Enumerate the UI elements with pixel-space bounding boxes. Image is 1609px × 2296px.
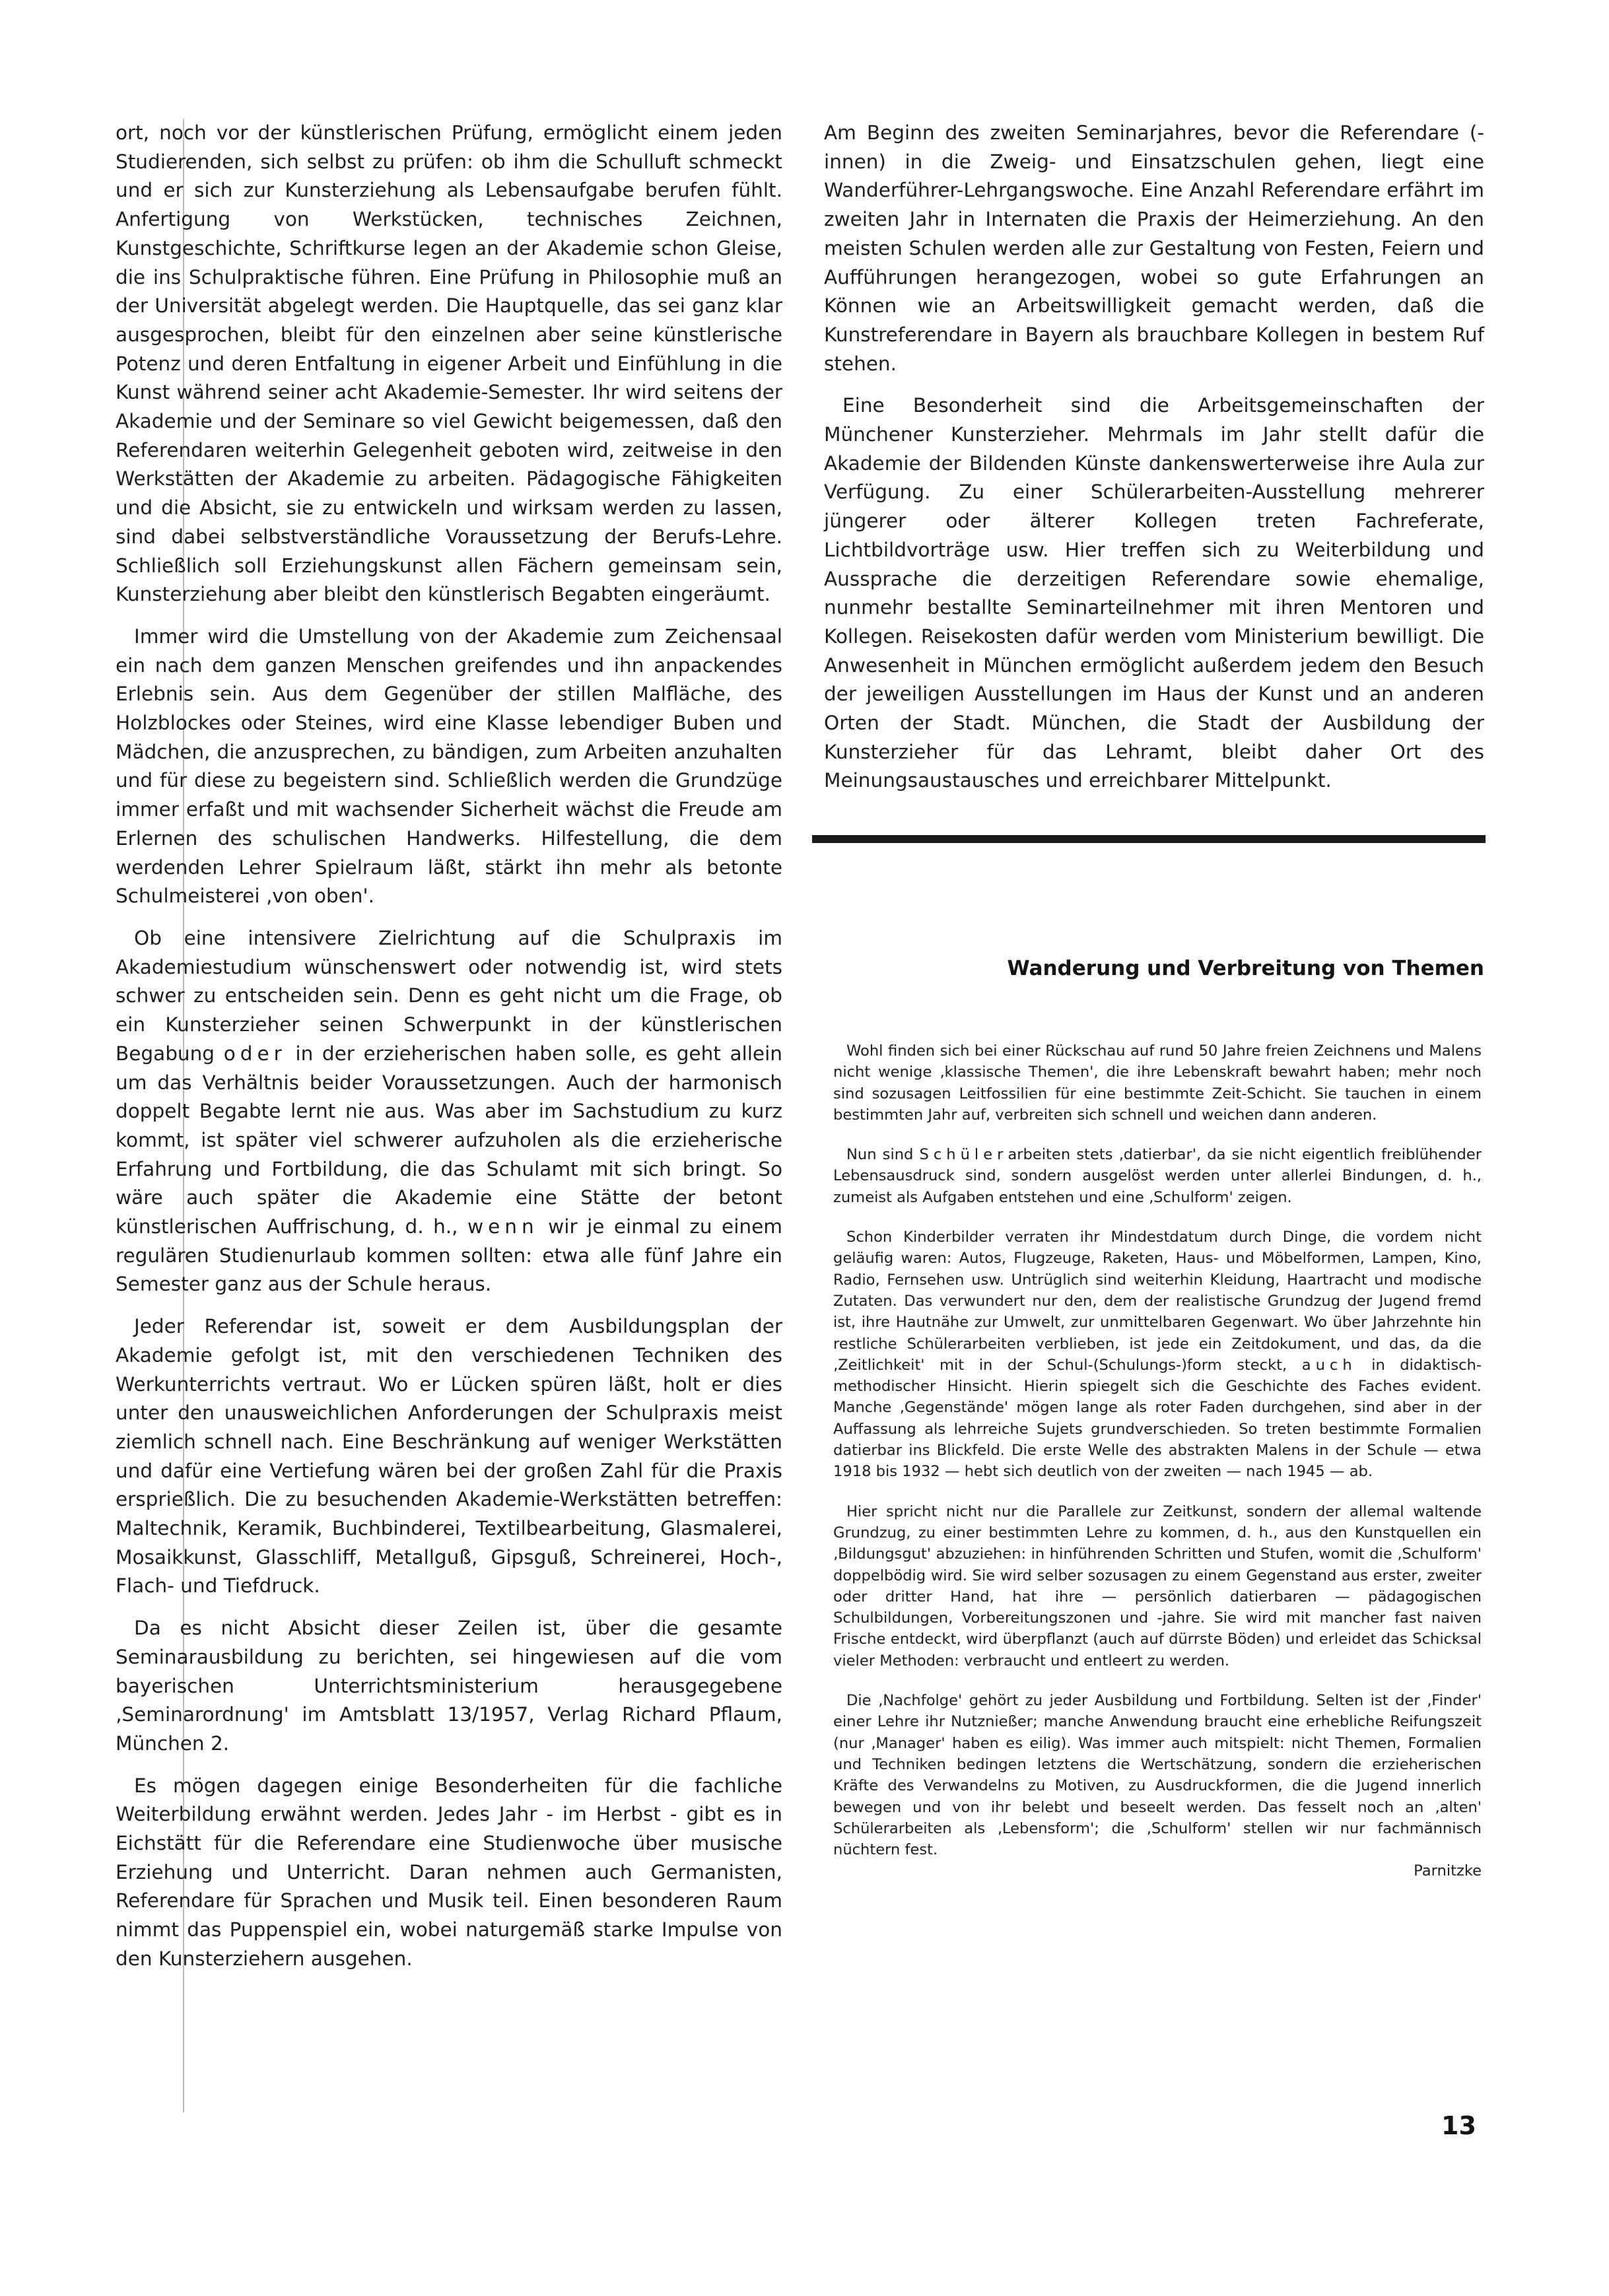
page-number: 13 bbox=[1441, 2111, 1476, 2140]
paragraph: Eine Besonderheit sind die Arbeitsgemeinschaften der Münchener Kunsterzieher. Mehrmals im Jahr stellt dafür die Akademie der Bildenden Künste dankenswerterweise ihre Aula zur Verfügung. Zu einer Schülerarbeiten-Ausstellung mehrerer jüngerer oder älterer Kollegen treten Fachreferate, Lichtbildvorträge usw. Hier treffen sich zu Weiterbildung und Aussprache die derzeitigen Referendare sowie ehemalige, nunmehr bestallte Seminarteilnehmer mit ihren Mentoren und Kollegen. Reisekosten dafür werden vom Ministerium bewilligt. Die Anwesenheit in München ermöglicht außerdem jedem den Besuch der jeweiligen Ausstellungen im Haus der Kunst und an anderen Orten der Stadt. München, die Stadt der Ausbildung der Kunsterzieher für das Lehramt, bleibt daher Ort des Meinungsaustausches und erreichbarer Mittelpunkt. bbox=[824, 394, 1484, 792]
section-divider bbox=[812, 835, 1486, 843]
author-signature: Parnitzke bbox=[1414, 1862, 1482, 1880]
paragraph: Immer wird die Umstellung von der Akademie zum Zeichensaal ein nach dem ganzen Menschen greifendes und ihn anpackendes Erlebnis sein. Aus dem Gegenüber der stillen Malfläche, des Holzblockes oder Steines, wird eine Klasse lebendiger Buben und Mädchen, die anzusprechen, zu bändigen, zum Arbeiten anzuhalten und für diese zu begeistern sind. Schließlich werden die Grundzüge immer erfaßt und mit wachsender Sicherheit wächst die Freude am Erlernen des schulischen Handwerks. Hilfestellung, die dem werdenden Lehrer Spielraum läßt, stärkt ihn mehr als betonte Schulmeisterei ‚von oben'. bbox=[116, 625, 782, 908]
paragraph: ort, noch vor der künstlerischen Prüfung, ermöglicht einem jeden Studierenden, sich selbst zu prüfen: ob ihm die Schulluft schmeckt und er sich zur Kunsterziehung als Lebensaufgabe berufen fühlt. Anfertigung von Werkstücken, technisches Zeichnen, Kunstgeschichte, Schriftkurse legen an der Akademie schon Gleise, die ins Schulpraktische führen. Eine Prüfung in Philosophie muß an der Universität abgelegt werden. Die Hauptquelle, das sei ganz klar ausgesprochen, bleibt für den einzelnen aber seine künstlerische Potenz und deren Entfaltung in eigener Arbeit und Einfühlung in die Kunst während seiner acht Akademie-Semester. Ihr wird seitens der Akademie und der Seminare so viel Gewicht beigemessen, daß den Referendaren weiterhin Gelegenheit geboten wird, zeitweise in den Werkstätten der Akademie zu arbeiten. Pädagogische Fähigkeiten und die Absicht, sie zu entwickeln und wirksam werden zu lassen, sind dabei selbstverständliche Voraussetzung der Berufs-Lehre. Schließlich soll Erziehungskunst allen Fächern gemeinsam sein, Kunsterziehung aber bleibt den künstlerisch Begabten eingeräumt. bbox=[116, 121, 782, 606]
article-paragraph: Die ‚Nachfolge' gehört zu jeder Ausbildung und Fortbildung. Selten ist der ‚Finder' einer Lehre ihr Nutznießer; manche Anwendung braucht eine erhebliche Reifungszeit (nur ‚Manager' haben es eilig). Was immer auch mitspielt: nicht Themen, Formalien und Techniken bedingen letztens die Wertschätzung, sondern die erzieherischen Kräfte des Verwandelns zu Motiven, zu Ausdruckformen, die die Jugend innerlich bewegen und von ihr belebt und beseelt werden. Das fesselt noch an ‚alten' Schülerarbeiten als ‚Lebensform'; die ‚Schulform' stellen wir nur fachmännisch nüchtern fest. bbox=[833, 1692, 1482, 1859]
paragraph: Am Beginn des zweiten Seminarjahres, bevor die Referendare (-innen) in die Zweig- und Einsatzschulen gehen, liegt eine Wanderführer-Lehrgangswoche. Eine Anzahl Referendare erfährt im zweiten Jahr in Internaten die Praxis der Heimerziehung. An den meisten Schulen werden alle zur Gestaltung von Festen, Feiern und Aufführungen herangezogen, wobei so gute Erfahrungen an Können wie an Arbeitswilligkeit gemacht werden, daß die Kunstreferendare in Bayern als brauchbare Kollegen in bestem Ruf stehen. bbox=[824, 121, 1484, 375]
right-column bbox=[824, 119, 1484, 809]
paragraph: Ob eine intensivere Zielrichtung auf die Schulpraxis im Akademiestudium wünschenswert oder notwendig ist, wird stets schwer zu entscheiden sein. Denn es geht nicht um die Frage, ob ein Kunsterzieher seinen Schwerpunkt in der künstlerischen Begabung oder in der erzieherischen haben solle, es geht allein um das Verhältnis beider Voraussetzungen. Auch der harmonisch doppelt Begabte lernt nie aus. Was aber im Sachstudium zu kurz kommt, ist später viel schwerer aufzuholen als die erzieherische Erfahrung und Fortbildung, die das Schulamt mit sich bringt. So wäre auch später die Akademie eine Stätte der betont künstlerischen Auffrischung, d. h., wenn wir je einmal zu einem regulären Studienurlaub kommen sollten: etwa alle fünf Jahre ein Semester ganz aus der Schule heraus. bbox=[116, 926, 782, 1296]
paragraph: Jeder Referendar ist, soweit er dem Ausbildungsplan der Akademie gefolgt ist, mit den verschiedenen Techniken des Werkunterrichts vertraut. Wo er Lücken spüren läßt, holt er dies unter den unausweichlichen Anforderungen der Schulpraxis meist ziemlich schnell nach. Eine Beschränkung auf weniger Werkstätten und dafür eine Vertiefung wären bei der großen Zahl für die Praxis ersprießlich. Die zu besuchenden Akademie-Werkstätten betreffen: Maltechnik, Keramik, Buchbinderei, Textilbearbeitung, Glasmalerei, Mosaikkunst, Glasschliff, Metallguß, Gipsguß, Schreinerei, Hoch-, Flach- und Tiefdruck. bbox=[116, 1315, 782, 1598]
paragraph: Da es nicht Absicht dieser Zeilen ist, über die gesamte Seminarausbildung zu berichten, sei hingewiesen auf die vom bayerischen Unterrichtsministerium herausgegebene ‚Seminarordnung' im Amtsblatt 13/1957, Verlag Richard Pflaum, München 2. bbox=[116, 1617, 782, 1755]
article-title: Wanderung und Verbreitung von Themen bbox=[1007, 957, 1484, 980]
article-paragraph: Wohl finden sich bei einer Rückschau auf rund 50 Jahre freien Zeichnens und Malens nicht wenige ‚klassische Themen', die ihre Lebenskraft bewahrt haben; mehr noch sind sozusagen Leitfossilien für eine bestimmte Zeit-Schicht. Sie tauchen in einem bestimmten Jahr auf, verbreiten sich schnell und weichen dann anderen. bbox=[833, 1042, 1482, 1124]
article-body bbox=[833, 1040, 1482, 1882]
paragraph: Es mögen dagegen einige Besonderheiten für die fachliche Weiterbildung erwähnt werden. Jedes Jahr - im Herbst - gibt es in Eichstätt für die Referendare eine Studienwoche über musische Erziehung und Unterricht. Daran nehmen auch Germanisten, Referendare für Sprachen und Musik teil. Einen besonderen Raum nimmt das Puppenspiel ein, wobei naturgemäß starke Impulse von den Kunsterziehern ausgehen. bbox=[116, 1774, 782, 1970]
left-column bbox=[116, 119, 782, 1987]
article-paragraph: Nun sind Schülerarbeiten stets ‚datierbar', da sie nicht eigentlich freiblühender Lebensausdruck sind, sondern ausgelöst werden unter allerlei Bindungen, d. h., zumeist als Aufgaben entstehen und eine ‚Schulform' zeigen. bbox=[833, 1146, 1482, 1206]
article-paragraph: Schon Kinderbilder verraten ihr Mindestdatum durch Dinge, die vordem nicht geläufig waren: Autos, Flugzeuge, Raketen, Haus- und Möbelformen, Lampen, Kino, Radio, Fernsehen usw. Untrüglich sind weiterhin Kleidung, Haartracht und modische Zutaten. Das verwundert nur den, dem der realistische Grundzug der Jugend fremd ist, ihre Hautnähe zur Umwelt, zur unmittelbaren Gegenwart. Wo über Jahrzehnte hin restliche Schülerarbeiten verblieben, ist jede ein Zeitdokument, und das, da die ‚Zeitlichkeit' mit in der Schul-(Schulungs-)form steckt, auch in didaktisch-methodischer Hinsicht. Hierin spiegelt sich die Geschichte des Faches evident. Manche ‚Gegenstände' mögen lange als roter Faden durchgehen, sind aber in der Auffassung als lehrreiche Sujets grundverschieden. So treten bestimmte Formalien datierbar ins Blickfeld. Die erste Welle des abstrakten Malens in der Schule — etwa 1918 bis 1932 — hebt sich deutlich von der zweiten — nach 1945 — ab. bbox=[833, 1229, 1482, 1481]
article-paragraph: Hier spricht nicht nur die Parallele zur Zeitkunst, sondern der allemal waltende Grundzug, zu einer bestimmten Lehre zu kommen, d. h., aus den Kunstquellen ein ‚Bildungsgut' abzuziehen: in hinführenden Schritten und Stufen, womit die ‚Schulform' doppelbödig wird. Sie wird selber sozusagen zu einem Gegenstand aus erster, zweiter oder dritter Hand, hat ihre — persönlich datierbaren — pädagogischen Schulbildungen, Vorbereitungszonen und -jahre. Sie wird mit mancher fast naiven Frische entdeckt, wird überpflanzt (auch auf dürrste Böden) und erleidet das Schicksal vieler Methoden: verbraucht und entleert zu werden. bbox=[833, 1503, 1482, 1670]
